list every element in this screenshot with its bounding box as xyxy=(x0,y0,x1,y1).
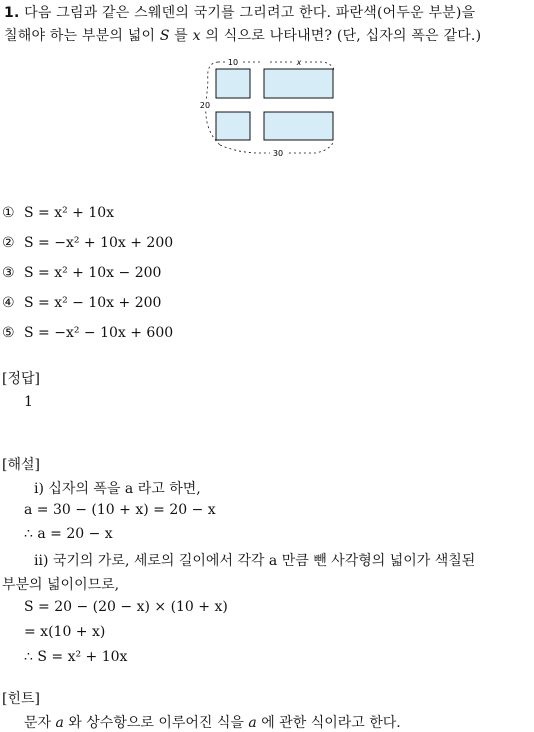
equation-5: ∴ S = x² + 10x xyxy=(24,649,128,665)
question-text-1: 다음 그림과 같은 스웨덴의 국기를 그리려고 한다. 파란색(어두운 부분)을 xyxy=(24,5,476,21)
answer-value: 1 xyxy=(24,394,33,410)
hint-title: [힌트] xyxy=(2,691,40,707)
choice-5-mark: ⑤ xyxy=(2,325,15,341)
equation-1: a = 30 − (10 + x) = 20 − x xyxy=(24,502,216,518)
equation-2: ∴ a = 20 − x xyxy=(24,526,113,542)
choice-5[interactable] xyxy=(2,325,173,341)
step1-text: 십자의 폭을 a 라고 하면, xyxy=(48,481,201,497)
hint-text-a: 문자 xyxy=(24,715,56,731)
step1-label: ⅰ) xyxy=(34,481,44,497)
hint-text-c: 에 관한 식이라고 한다. xyxy=(256,715,401,731)
choice-4[interactable] xyxy=(2,295,161,311)
explanation-step1 xyxy=(34,478,201,498)
question-number: 1. xyxy=(4,5,20,21)
step2-label: ⅱ) xyxy=(34,553,49,569)
blue-region-top-right xyxy=(264,69,333,98)
choice-5-text: S = −x² − 10x + 600 xyxy=(24,325,174,341)
choice-2-text: S = −x² + 10x + 200 xyxy=(24,235,174,251)
choice-1[interactable] xyxy=(2,205,114,221)
choice-2-mark: ② xyxy=(2,235,15,251)
question-text-2a: 칠해야 하는 부분의 넓이 xyxy=(4,28,160,44)
blue-region-bottom-left xyxy=(216,112,250,140)
equation-3: S = 20 − (20 − x) × (10 + x) xyxy=(24,599,228,615)
flag-figure xyxy=(196,55,338,158)
question-text-2b: 를 xyxy=(169,28,193,44)
explanation-title: [해설] xyxy=(2,457,40,473)
choice-1-mark: ① xyxy=(2,205,15,221)
answer-title: [정답] xyxy=(2,371,40,387)
label-bottom: 30 xyxy=(272,149,284,158)
choice-3-text: S = x² + 10x − 200 xyxy=(24,265,162,281)
choice-1-text: S = x² + 10x xyxy=(24,205,115,221)
hint-text-b: 와 상수항으로 이루어진 식을 xyxy=(63,715,249,731)
choice-4-mark: ④ xyxy=(2,295,15,311)
hint-text xyxy=(24,712,401,732)
question-line-1 xyxy=(4,2,475,22)
equation-4: = x(10 + x) xyxy=(24,624,106,640)
question-line-2 xyxy=(4,25,481,45)
choice-3-mark: ③ xyxy=(2,265,15,281)
hint-var-a-1: a xyxy=(55,715,64,731)
label-top-left: 10 xyxy=(227,58,239,67)
explanation-step2-cont: 부분의 넓이이므로, xyxy=(2,577,120,593)
hint-var-a-2: a xyxy=(248,715,257,731)
blue-region-bottom-right xyxy=(264,112,333,140)
choice-3[interactable] xyxy=(2,265,161,281)
choice-4-text: S = x² − 10x + 200 xyxy=(24,295,162,311)
blue-region-top-left xyxy=(216,69,250,98)
explanation-step2 xyxy=(34,550,475,570)
label-top-right: x xyxy=(296,58,302,67)
var-x: x xyxy=(192,28,201,44)
choice-2[interactable] xyxy=(2,235,173,251)
var-S: S xyxy=(159,28,170,44)
label-left: 20 xyxy=(199,101,211,110)
step2-text: 국기의 가로, 세로의 길이에서 각각 a 만큼 뺀 사각형의 넓이가 색칠된 xyxy=(52,553,476,569)
question-text-2c: 의 식으로 나타내면? (단, 십자의 폭은 같다.) xyxy=(200,28,482,44)
